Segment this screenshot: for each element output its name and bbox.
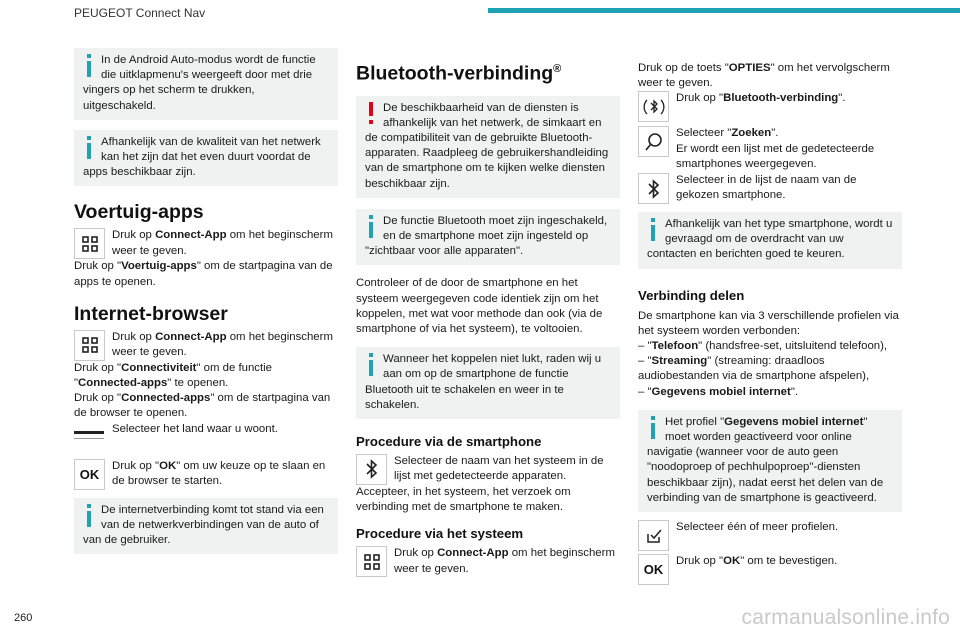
- step-connect-app: [74, 330, 338, 361]
- step-bluetooth-connection: [638, 91, 902, 122]
- subheading-share-connection: Verbinding delen: [638, 287, 745, 303]
- note-text: De functie Bluetooth moet zijn ingeschakeld, en de smartphone moet zijn ingesteld op "zichtbaar voor alle apparaten".: [365, 214, 608, 258]
- info-note: [356, 347, 620, 419]
- ok-button-icon: OK: [638, 554, 669, 585]
- section-heading-vehicle-apps: Voertuig-apps: [74, 201, 204, 224]
- step-confirm: [638, 554, 902, 585]
- info-note: [74, 130, 338, 187]
- apps-grid-icon: [74, 330, 105, 361]
- bluetooth-connection-icon: [638, 91, 669, 122]
- bluetooth-icon: [638, 173, 669, 204]
- step-text: Selecteer de naam van het systeem in de lijst met gedetecteerde apparaten.: [394, 454, 604, 483]
- note-text: Het profiel "Gegevens mobiel internet" moet worden geactiveerd voor online navigatie (wanneer voor de auto geen "noodoproep of pechhulpoproep"-diensten beschikbaar zijn), nadat eerst het delen van de verbinding van de smartphone is geactiveerd.: [647, 415, 884, 504]
- step-search: [638, 126, 902, 172]
- step-text: Druk op Connect-App om het beginscherm weer te geven.: [112, 229, 333, 257]
- page-number: 260: [14, 612, 33, 624]
- info-icon: [365, 215, 379, 239]
- note-text: De internetverbinding komt tot stand via een van de netwerkverbindingen van de auto of van de gebruiker.: [83, 503, 324, 547]
- section-heading-bluetooth: Bluetooth-verbinding®: [356, 62, 562, 85]
- left-column: [74, 52, 338, 554]
- step-ok: [74, 459, 338, 490]
- step-text: Selecteer één of meer profielen.: [676, 521, 839, 534]
- section-heading-internet-browser: Internet-browser: [74, 302, 228, 325]
- step-text: Druk op "Connectiviteit" om de functie: [74, 361, 273, 374]
- profile-item: – "Streaming" (streaming: draadloos audiobestanden via de smartphone afspelen),: [638, 355, 870, 383]
- profile-item: – "Telefoon" (handsfree-set, uitsluitend telefoon),: [638, 340, 888, 353]
- watermark: carmanualsonline.info: [741, 606, 950, 629]
- header-accent-bar: [488, 8, 960, 13]
- step-text: Druk op "OK" om te bevestigen.: [676, 555, 838, 568]
- apps-grid-icon: [74, 228, 105, 259]
- step-text: Selecteer het land waar u woont.: [112, 422, 278, 435]
- paragraph: Accepteer, in het systeem, het verzoek om verbinding met de smartphone te maken.: [356, 485, 571, 514]
- step-text: Druk op "OK" om uw keuze op te slaan en de browser te starten.: [112, 459, 326, 487]
- step-text: Druk op "Bluetooth-verbinding".: [676, 92, 846, 105]
- step-text: Druk op "Voertuig-apps" om de startpagina van de apps te openen.: [74, 260, 333, 288]
- info-note: [74, 498, 338, 555]
- note-text: In de Android Auto-modus wordt de functie die uitklapmenu's weergeeft door met drie vingers op het scherm te drukken, uitgeschakeld.: [83, 54, 316, 112]
- apps-grid-icon: [356, 546, 387, 577]
- step-text: "Connected-apps" te openen.: [74, 377, 229, 390]
- bluetooth-icon: [356, 454, 387, 485]
- search-icon: [638, 126, 669, 157]
- right-column: [638, 61, 902, 585]
- country-bar-icon: [74, 422, 105, 453]
- header-title: PEUGEOT Connect Nav: [74, 6, 206, 20]
- info-note: [356, 209, 620, 266]
- step-text: Druk op "Connected-apps" om de startpagina van de browser te openen.: [74, 392, 331, 420]
- middle-column: [356, 57, 620, 577]
- ok-button-icon: OK: [74, 459, 105, 490]
- step-text: Druk op Connect-App om het beginscherm weer te geven.: [112, 330, 333, 359]
- info-note: [638, 212, 902, 269]
- info-icon: [647, 218, 661, 242]
- info-note: [74, 48, 338, 120]
- note-text: Wanneer het koppelen niet lukt, raden wij u aan om op de smartphone de functie Bluetooth uit te schakelen en weer in te schakelen.: [365, 353, 602, 411]
- warning-note: [356, 96, 620, 198]
- step-connect-app: [356, 546, 620, 577]
- profile-item: – "Gegevens mobiel internet".: [638, 385, 799, 398]
- step-text: Selecteer "Zoeken". Er wordt een lijst met de gedetecteerde smartphones weergegeven.: [676, 127, 875, 170]
- step-text: Druk op Connect-App om het beginscherm weer te geven.: [394, 547, 615, 575]
- info-icon: [83, 504, 97, 528]
- step-select-profiles: [638, 520, 902, 551]
- step-select-system: [356, 454, 620, 485]
- note-text: Afhankelijk van de kwaliteit van het netwerk kan het zijn dat het even duurt voordat de apps beschikbaar zijn.: [83, 135, 321, 179]
- checkbox-icon: [638, 520, 669, 551]
- info-icon: [365, 353, 379, 377]
- info-note: [638, 410, 902, 512]
- paragraph: De smartphone kan via 3 verschillende profielen via het systeem worden verbonden:: [638, 309, 899, 337]
- step-text: Selecteer in de lijst de naam van de gekozen smartphone.: [676, 174, 857, 202]
- note-text: De beschikbaarheid van de diensten is afhankelijk van het netwerk, de simkaart en de compatibiliteit van de gebruikte Bluetooth-apparaten. Raadpleeg de gebruikershandleiding van de smartphone om te kijken welke diensten beschikbaar zijn.: [365, 101, 609, 190]
- paragraph: Controleer of de door de smartphone en het systeem weergegeven code identiek zijn om het koppelen, met wat voor methode dan ook (via de smartphone of via het systeem), te voltooien.: [356, 277, 603, 335]
- warning-icon: [365, 102, 379, 126]
- step-select-country: [74, 422, 338, 453]
- info-icon: [83, 136, 97, 160]
- subheading-system-procedure: Procedure via het systeem: [356, 526, 524, 542]
- step-select-phone: [638, 173, 902, 204]
- note-text: Afhankelijk van het type smartphone, wordt u gevraagd om de overdracht van uw contacten en berichten goed te keuren.: [647, 218, 893, 261]
- step-connect-app: [74, 228, 338, 259]
- info-icon: [647, 416, 661, 440]
- info-icon: [83, 54, 97, 78]
- subheading-phone-procedure: Procedure via de smartphone: [356, 433, 542, 449]
- paragraph: Druk op de toets "OPTIES" om het vervolgscherm weer te geven.: [638, 62, 890, 90]
